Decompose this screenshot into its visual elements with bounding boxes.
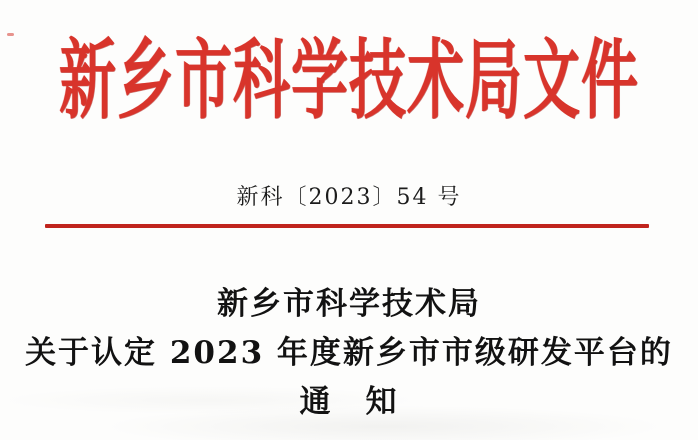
masthead-title: 新乡市科学技术局文件 — [59, 29, 639, 132]
notice-title — [0, 280, 698, 427]
notice-title-line1: 新乡市科学技术局 — [217, 286, 481, 322]
red-divider-line — [45, 224, 649, 228]
scan-artifact — [7, 33, 14, 36]
notice-title-line2: 关于认定 2023 年度新乡市市级研发平台的 — [25, 335, 673, 371]
document-number: 新科〔2023〕54 号 — [236, 185, 462, 210]
notice-title-line3: 通 知 — [299, 384, 399, 420]
